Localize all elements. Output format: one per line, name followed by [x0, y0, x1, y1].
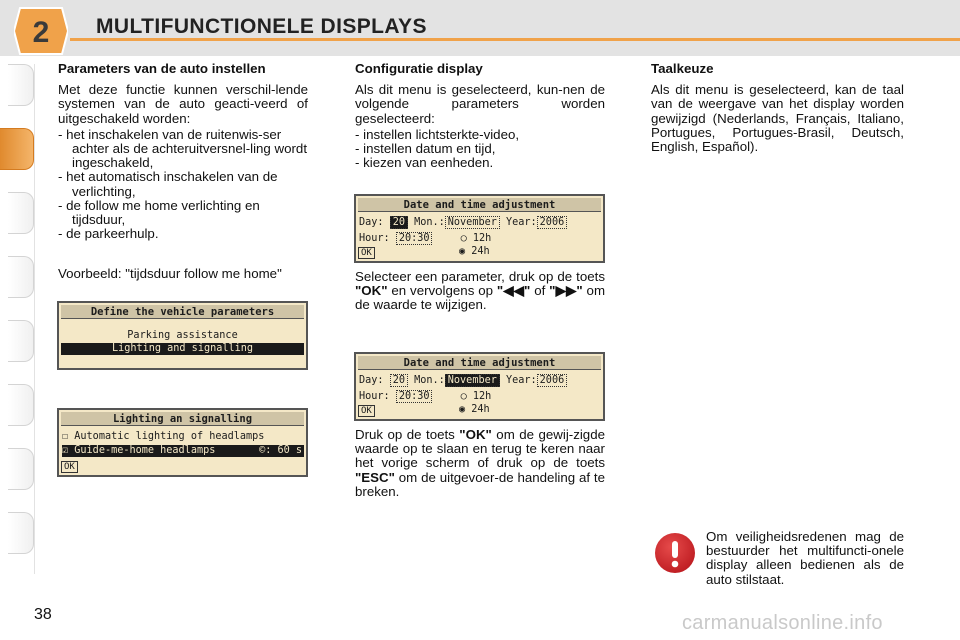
radio-12h[interactable]: ○ 12h: [460, 233, 492, 244]
column-parameters: [58, 62, 308, 282]
section-heading: Parameters van de auto instellen: [58, 61, 266, 76]
lcd-screen-date-time: [354, 194, 605, 263]
side-tab-active[interactable]: [0, 128, 34, 170]
list-item: - het inschakelen van de ruitenwis-ser achter als de achteruitversnel-ling wordt ingeschakeld,: [58, 126, 308, 171]
duration-value[interactable]: ©: 60 s: [259, 445, 302, 456]
month-field[interactable]: November: [445, 216, 500, 229]
list-item: - kiezen van eenheden.: [355, 155, 494, 171]
column-display-config: [355, 62, 605, 170]
option-automatic-lighting[interactable]: [62, 431, 264, 443]
ok-button[interactable]: OK: [61, 461, 78, 473]
feature-list: [58, 128, 308, 242]
lcd-screen-lighting: [57, 408, 308, 477]
option-label: Automatic lighting of headlamps: [74, 431, 265, 442]
year-label: Year:: [506, 217, 537, 228]
chapter-title: MULTIFUNCTIONELE DISPLAYS: [96, 15, 427, 38]
side-tab[interactable]: [8, 192, 34, 234]
radio-label: 24h: [471, 404, 490, 415]
checkbox-icon[interactable]: ☐: [62, 431, 69, 442]
key-rewind: "◀◀": [496, 283, 531, 299]
hour-label: Hour:: [359, 391, 390, 402]
text-run: Druk op de toets: [355, 427, 460, 442]
menu-item-parking[interactable]: Parking assistance: [127, 330, 238, 341]
year-label: Year:: [506, 375, 537, 386]
list-item: - instellen datum en tijd,: [355, 141, 496, 157]
hour-row: [359, 233, 491, 245]
month-label: Mon.:: [414, 217, 445, 228]
watermark: carmanualsonline.info: [682, 612, 883, 634]
month-field-selected[interactable]: November: [445, 374, 500, 387]
checkbox-checked-icon[interactable]: ☑: [62, 445, 69, 456]
example-text: Voorbeeld: "tijdsduur follow me home": [58, 266, 282, 282]
side-tab[interactable]: [8, 512, 34, 554]
radio-24h[interactable]: ◉ 24h: [459, 404, 490, 415]
parameter-list: [355, 128, 605, 171]
option-label: Guide-me-home headlamps: [74, 445, 216, 456]
instruction-text: [355, 428, 605, 499]
menu-item-lighting-selected[interactable]: Lighting and signalling: [61, 343, 304, 355]
list-item: - de parkeerhulp.: [58, 226, 159, 242]
key-ok: "OK": [459, 427, 492, 442]
side-rule: [34, 64, 35, 574]
ok-button[interactable]: OK: [358, 247, 375, 259]
intro-text: Met deze functie kunnen verschil-lende systemen van de auto geacti-veerd of uitgeschakeld worden:: [58, 82, 308, 126]
text-run: of: [530, 283, 550, 299]
text-run: om de uitgevoer-de handeling af te breken.: [355, 469, 605, 499]
section-heading: Configuratie display: [355, 61, 483, 76]
key-forward: "▶▶": [549, 283, 583, 299]
body-text: Als dit menu is geselecteerd, kan de taal van de weergave van het display worden gewijzigd (Nederlands, Français, Italiano, Portugues, Portugues-Brasil, Deutsch, English, Español).: [651, 82, 904, 155]
hour-row: [359, 391, 491, 403]
list-item: - de follow me home verlichting en tijdsduur,: [58, 197, 260, 228]
warning-icon: [655, 533, 695, 573]
chapter-badge: [14, 6, 68, 56]
lcd-screen-vehicle-parameters: [57, 301, 308, 370]
instruction-confirm: [355, 428, 605, 499]
text-run: om de waarde te wijzigen.: [355, 283, 606, 313]
key-esc: "ESC": [355, 469, 395, 485]
hour-field[interactable]: 20:30: [396, 390, 433, 403]
day-label: Day:: [359, 217, 384, 228]
side-tab[interactable]: [8, 448, 34, 490]
radio-12h[interactable]: ○ 12h: [460, 391, 492, 402]
column-language: [651, 62, 904, 154]
option-guide-me-home[interactable]: [62, 445, 304, 457]
side-tab[interactable]: [8, 256, 34, 298]
month-label: Mon.:: [414, 375, 445, 386]
intro-text: Als dit menu is geselecteerd, kun-nen de volgende parameters worden geselecteerd:: [355, 82, 605, 126]
key-ok: "OK": [355, 283, 388, 299]
hour-label: Hour:: [359, 233, 390, 244]
date-row: [359, 217, 567, 229]
list-item: - het automatisch inschakelen van de verlichting,: [58, 169, 278, 199]
text-run: om de gewij-zigde waarde op te slaan en terug te keren naar het vorige scherm of druk op de toets: [355, 427, 605, 471]
lcd-title: Date and time adjustment: [358, 356, 601, 370]
lcd-title: Date and time adjustment: [358, 198, 601, 212]
day-field[interactable]: 20: [390, 374, 408, 387]
text-run: en vervolgens op: [387, 283, 497, 299]
instruction-select: [355, 270, 605, 313]
day-label: Day:: [359, 375, 384, 386]
lcd-title: Define the vehicle parameters: [61, 305, 304, 319]
chapter-number: 2: [32, 16, 50, 49]
radio-label: 12h: [472, 391, 492, 402]
lcd-title: Lighting an signalling: [61, 412, 304, 426]
ok-button[interactable]: OK: [358, 405, 375, 417]
side-tab[interactable]: [8, 320, 34, 362]
radio-24h[interactable]: ◉ 24h: [459, 246, 490, 257]
side-tab[interactable]: [8, 384, 34, 426]
day-field[interactable]: 20: [390, 216, 408, 229]
page-number: 38: [34, 606, 52, 623]
instruction-text: [355, 270, 605, 313]
date-row: [359, 375, 567, 387]
radio-label: 12h: [472, 233, 492, 244]
side-tab[interactable]: [8, 64, 34, 106]
hour-field[interactable]: 20:30: [396, 232, 433, 245]
section-heading: Taalkeuze: [651, 61, 714, 76]
year-field[interactable]: 2006: [537, 374, 568, 387]
list-item: - instellen lichtsterkte-video,: [355, 126, 520, 142]
warning-text: Om veiligheidsredenen mag de bestuurder het multifuncti-onele display alleen bedienen als de auto stilstaat.: [706, 529, 904, 587]
year-field[interactable]: 2006: [537, 216, 568, 229]
radio-label: 24h: [471, 246, 490, 257]
text-run: Selecteer een parameter, druk op de toets: [355, 269, 605, 284]
lcd-screen-date-time-month-selected: [354, 352, 605, 421]
